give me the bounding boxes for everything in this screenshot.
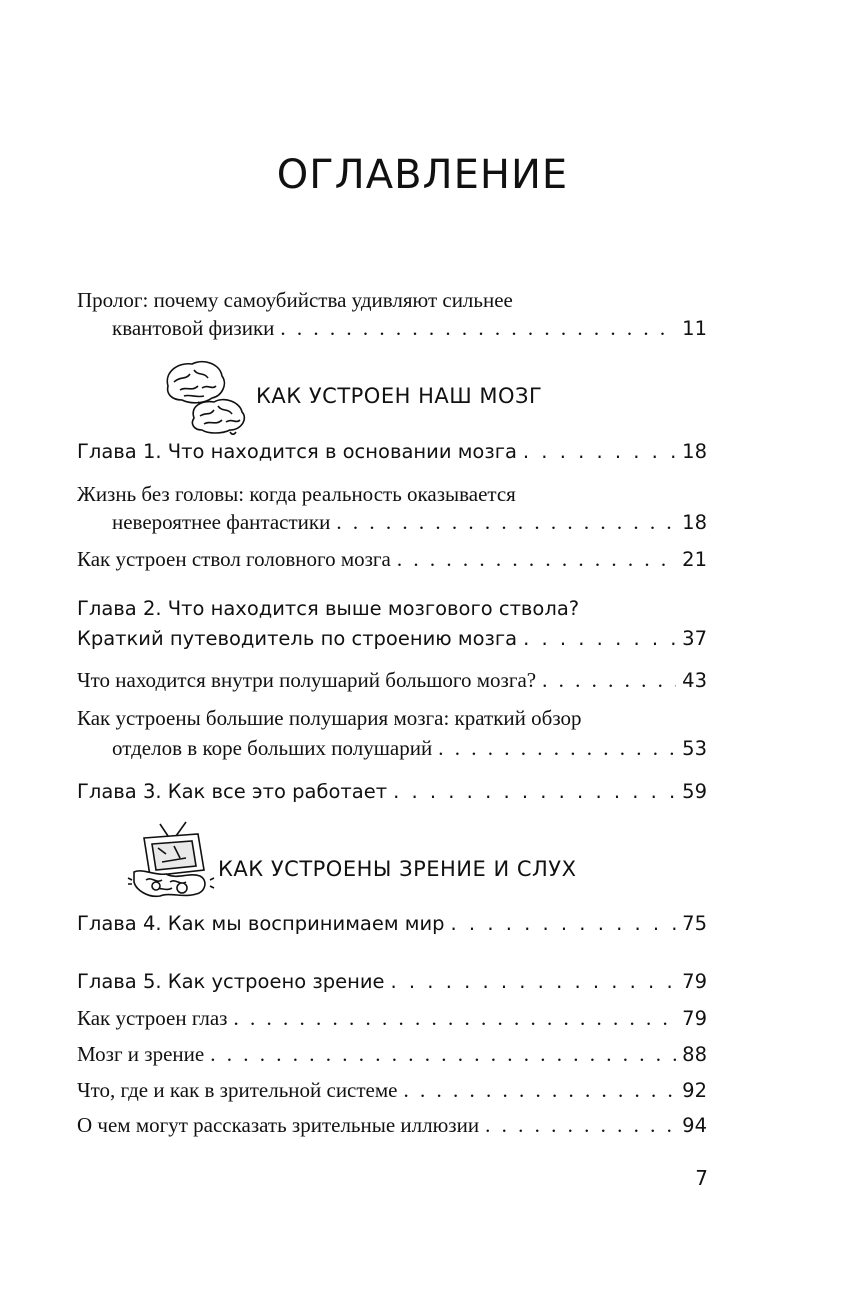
page-title: ОГЛАВЛЕНИЕ	[276, 152, 569, 198]
toc-entry-chapter-1[interactable]	[77, 438, 707, 466]
page-number: 18	[682, 511, 707, 534]
entry-text: Что, где и как в зрительной системе	[77, 1078, 398, 1102]
leader-dots	[438, 733, 676, 763]
page-number: 88	[682, 1043, 707, 1066]
toc-entry-visual-illusions[interactable]	[77, 1111, 707, 1140]
page-number: 79	[682, 1007, 707, 1030]
page-number: 75	[682, 912, 707, 935]
entry-text: Глава 1. Что находится в основании мозга	[77, 440, 517, 463]
entry-text: Глава 4. Как мы воспринимаем мир	[77, 912, 445, 935]
entry-text: Жизнь без головы: когда реальность оказывается	[77, 482, 516, 506]
leader-dots	[391, 968, 677, 996]
toc-entry-chapter-4[interactable]	[77, 910, 707, 938]
entry-text: Мозг и зрение	[77, 1042, 205, 1066]
entry-text: Глава 3. Как все это работает	[77, 780, 388, 803]
entry-text: Как устроен ствол головного мозга	[77, 547, 391, 571]
toc-entry-chapter-2[interactable]	[77, 594, 707, 654]
entry-text: Как устроен глаз	[77, 1006, 228, 1030]
leader-dots	[336, 508, 676, 536]
toc-entry-prolog[interactable]	[77, 286, 707, 343]
entry-text: квантовой физики	[112, 316, 275, 340]
toc-entry-brain-and-vision[interactable]	[77, 1040, 707, 1069]
section-title-brain[interactable]: КАК УСТРОЕН НАШ МОЗГ	[256, 384, 543, 408]
page-number: 43	[682, 669, 707, 692]
tv-illustration-icon	[126, 818, 216, 902]
section-title-vision-hearing[interactable]: КАК УСТРОЕНЫ ЗРЕНИЕ И СЛУХ	[218, 857, 577, 881]
leader-dots	[393, 778, 676, 806]
toc-entry-eye[interactable]	[77, 1004, 707, 1033]
toc-entry-chapter-3[interactable]	[77, 778, 707, 806]
leader-dots	[233, 1004, 676, 1032]
entry-text: Глава 5. Как устроено зрение	[77, 970, 385, 993]
page-number: 92	[682, 1079, 707, 1102]
page-number: 53	[682, 737, 707, 760]
leader-dots	[210, 1040, 676, 1068]
toc-entry-chapter-5[interactable]	[77, 968, 707, 996]
toc-entry-visual-system[interactable]	[77, 1076, 707, 1105]
brain-illustration-icon	[160, 356, 255, 436]
toc-entry-life-without-head[interactable]	[77, 480, 707, 537]
toc-entry-brainstem[interactable]	[77, 545, 707, 574]
entry-text: Как устроены большие полушария мозга: краткий обзор	[77, 706, 582, 730]
leader-dots	[523, 624, 676, 654]
entry-text: Пролог: почему самоубийства удивляют сильнее	[77, 288, 513, 312]
leader-dots	[542, 666, 676, 694]
page-number: 59	[682, 780, 707, 803]
entry-text: Глава 2. Что находится выше мозгового ствола?	[77, 597, 580, 620]
leader-dots	[280, 314, 676, 342]
leader-dots	[451, 910, 677, 938]
leader-dots	[523, 438, 676, 466]
page-number: 18	[682, 440, 707, 463]
page-number: 37	[682, 627, 707, 650]
entry-text: отделов в коре больших полушарий	[112, 736, 433, 760]
entry-text: невероятнее фантастики	[112, 510, 331, 534]
page-number: 94	[682, 1114, 707, 1137]
entry-text: Краткий путеводитель по строению мозга	[77, 627, 518, 650]
page-number: 11	[682, 317, 707, 340]
toc-entry-cortex-overview[interactable]	[77, 703, 707, 764]
page-folio: 7	[695, 1166, 708, 1190]
entry-text: Что находится внутри полушарий большого мозга?	[77, 668, 537, 692]
entry-text: О чем могут рассказать зрительные иллюзии	[77, 1113, 480, 1137]
leader-dots	[397, 545, 676, 573]
leader-dots	[485, 1111, 676, 1139]
toc-entry-hemispheres-inside[interactable]	[77, 666, 707, 695]
page-number: 79	[682, 970, 707, 993]
leader-dots	[404, 1076, 677, 1104]
page-number: 21	[682, 548, 707, 571]
